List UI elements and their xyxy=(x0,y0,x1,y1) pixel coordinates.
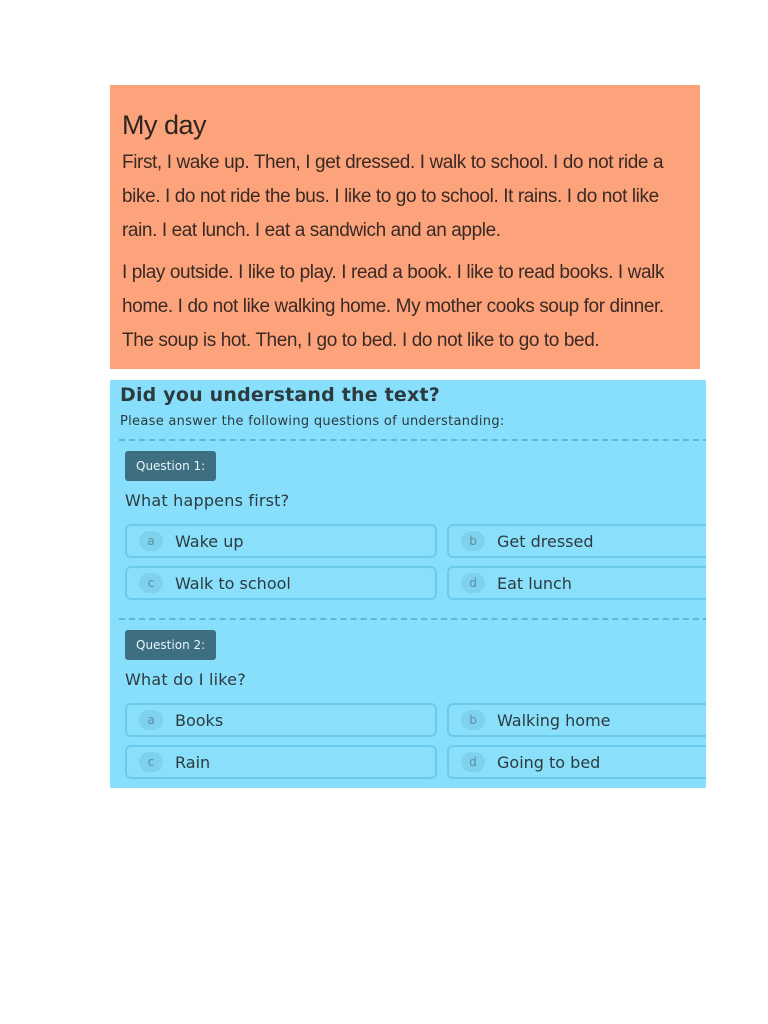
option-label: Walking home xyxy=(497,710,611,730)
question-1-text: What happens first? xyxy=(125,491,290,510)
question-2-badge: Question 2: xyxy=(125,630,216,660)
answer-option-a[interactable] xyxy=(125,703,437,737)
option-label: Wake up xyxy=(175,531,244,551)
option-label: Rain xyxy=(175,752,211,772)
option-label: Going to bed xyxy=(497,752,601,772)
option-letter: a xyxy=(139,531,163,551)
option-letter: d xyxy=(461,573,485,593)
quiz-subtitle: Please answer the following questions of understanding: xyxy=(120,414,505,429)
quiz-title: Did you understand the text? xyxy=(120,384,440,406)
answer-option-d[interactable] xyxy=(447,566,706,600)
answer-option-b[interactable] xyxy=(447,524,706,558)
story-title: My day xyxy=(122,110,207,140)
question-1-badge: Question 1: xyxy=(125,451,216,481)
divider xyxy=(119,439,706,441)
option-letter: d xyxy=(461,752,485,772)
story-panel xyxy=(110,85,700,369)
option-label: Eat lunch xyxy=(497,573,572,593)
answer-option-d[interactable] xyxy=(447,745,706,779)
answer-option-c[interactable] xyxy=(125,745,437,779)
divider xyxy=(119,618,706,620)
story-paragraph-2: I play outside. I like to play. I read a book. I like to read books. I walk home. I do not like walking home. My mother cooks soup for dinner. The soup is hot. Then, I go to bed. I do not like to go to bed. xyxy=(122,262,665,351)
question-2-options xyxy=(125,703,706,787)
story-paragraph-1: First, I wake up. Then, I get dressed. I walk to school. I do not ride a bike. I do not ride the bus. I like to go to school. It rains. I do not like rain. I eat lunch. I eat a sandwich and an apple. xyxy=(122,152,664,241)
answer-option-b[interactable] xyxy=(447,703,706,737)
option-label: Get dressed xyxy=(497,531,594,551)
option-letter: c xyxy=(139,573,163,593)
option-letter: b xyxy=(461,531,485,551)
answer-option-a[interactable] xyxy=(125,524,437,558)
answer-option-c[interactable] xyxy=(125,566,437,600)
question-2-text: What do I like? xyxy=(125,670,246,689)
option-letter: c xyxy=(139,752,163,772)
option-label: Books xyxy=(175,710,224,730)
question-1-options xyxy=(125,524,706,608)
option-label: Walk to school xyxy=(175,573,291,593)
quiz-panel xyxy=(110,380,706,788)
option-letter: a xyxy=(139,710,163,730)
option-letter: b xyxy=(461,710,485,730)
